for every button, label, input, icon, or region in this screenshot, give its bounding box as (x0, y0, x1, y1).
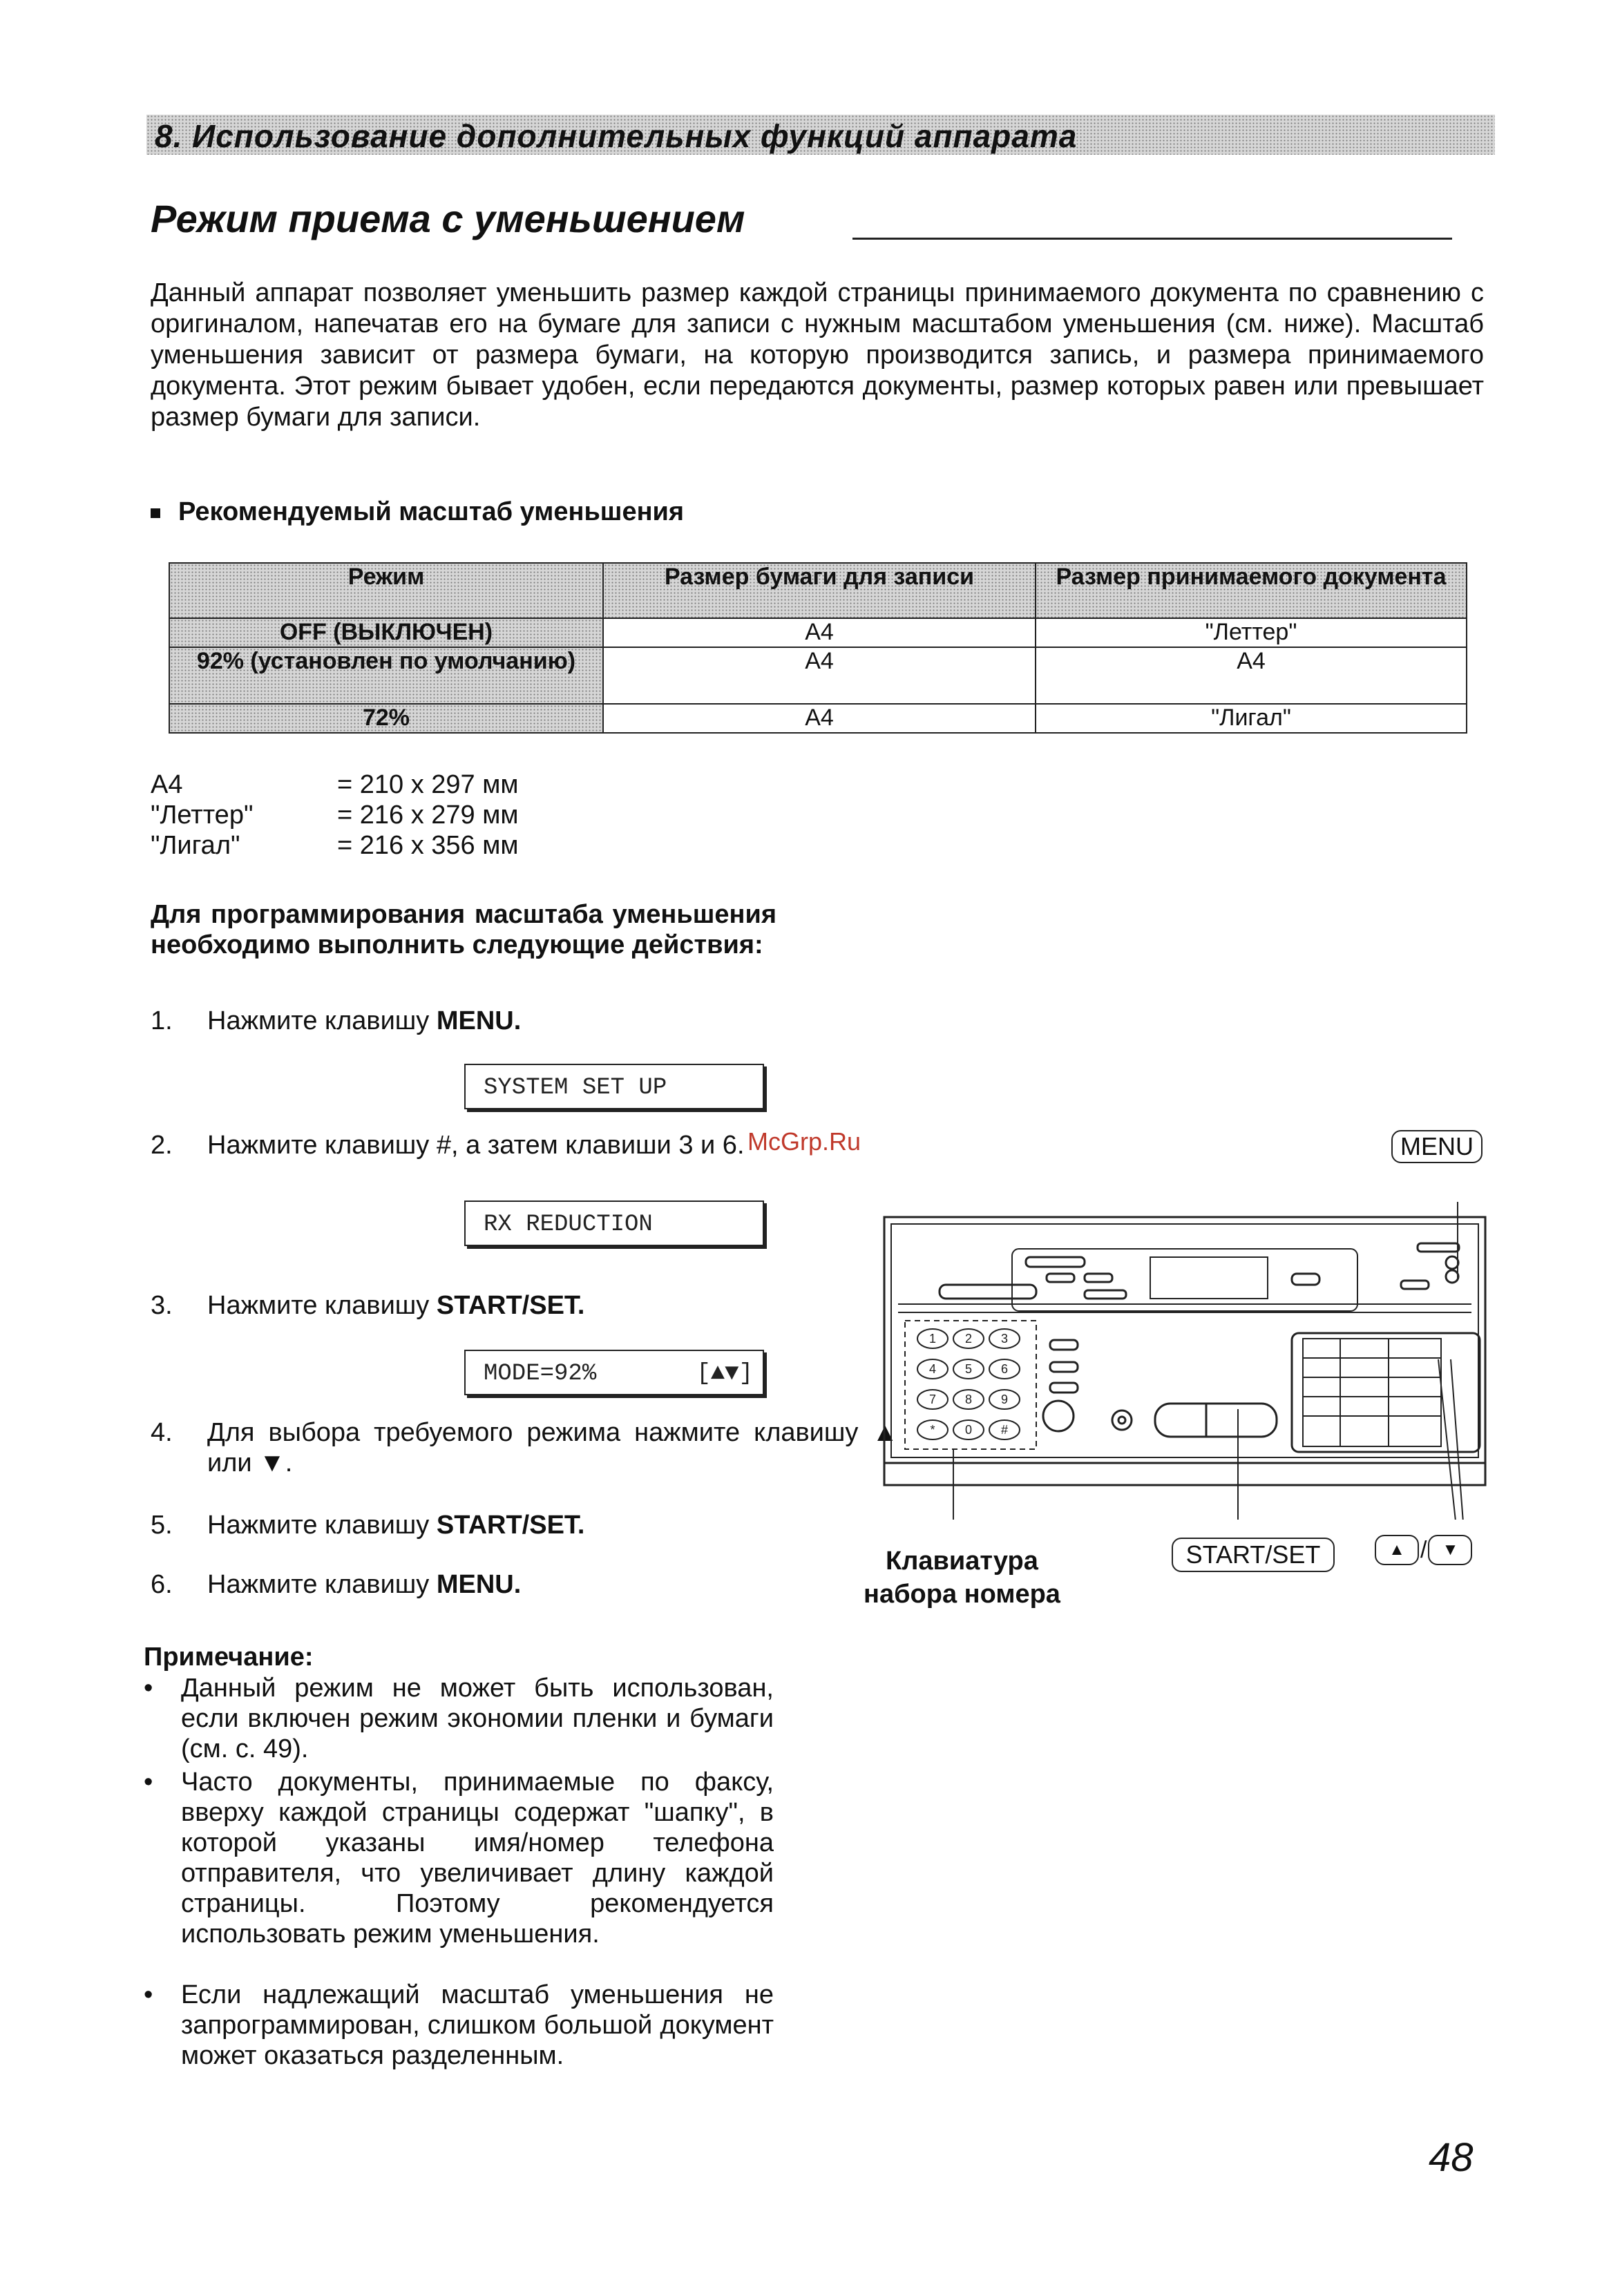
page-title: Режим приема с уменьшением (151, 197, 745, 240)
lcd-display-system-set-up: SYSTEM SET UP (464, 1064, 764, 1109)
size-name: A4 (151, 770, 183, 799)
table-cell: A4 (1036, 647, 1467, 704)
size-row (151, 800, 518, 830)
table-cell: A4 (603, 647, 1036, 704)
programming-heading: Для программирования масштаба уменьшения необходимо выполнить следующие действия: (151, 900, 776, 959)
table-header-cell: Режим (169, 563, 603, 618)
note-text: Если надлежащий масштаб уменьшения не запрограммирован, слишком большой документ может оказаться разделенным. (181, 1980, 774, 2070)
paper-sizes (151, 769, 518, 861)
step-text: Нажмите клавишу (207, 1511, 437, 1540)
step-text: Нажмите клавишу (207, 1570, 437, 1599)
table-cell: "Леттер" (1036, 618, 1467, 647)
table-header-cell: Размер принимаемого документа (1036, 563, 1467, 618)
step-number: 4. (151, 1418, 173, 1447)
step-key: MENU. (436, 1570, 522, 1599)
table-header-cell: Размер бумаги для записи (603, 563, 1036, 618)
bullet-icon: • (144, 1980, 153, 2009)
step-text: Нажмите клавишу (207, 1006, 437, 1035)
table-cell-mode: 92% (установлен по умолчанию) (169, 647, 603, 704)
table-cell-mode: OFF (ВЫКЛЮЧЕН) (169, 618, 603, 647)
intro-paragraph: Данный аппарат позволяет уменьшить размер каждой страницы принимаемого документа по сравнению с оригиналом, напечатав его на бумаге для записи с нужным масштабом уменьшения (см. ниже). Масштаб уменьшения зависит от размера бумаги, на которую производится запись, и размера принимаемого документа. Этот режим бывает удобен, если передаются документы, размер которых равен или превышает размер бумаги для записи. (151, 278, 1484, 432)
keypad-key: 7 (928, 1393, 937, 1406)
size-value: = 216 x 356 мм (337, 831, 519, 860)
watermark: McGrp.Ru (747, 1127, 861, 1156)
size-value: = 210 x 297 мм (337, 770, 519, 799)
size-row (151, 769, 518, 800)
step-number: 5. (151, 1511, 173, 1540)
table-row (169, 647, 1467, 704)
keypad-key: 6 (1000, 1362, 1009, 1376)
sub-heading-text: Рекомендуемый масштаб уменьшения (178, 497, 685, 526)
fax-machine-diagram (877, 1202, 1499, 1520)
reduction-table (169, 562, 1467, 734)
page-number: 48 (1429, 2135, 1474, 2180)
keypad-key: # (1000, 1423, 1009, 1437)
table-header-row (169, 563, 1467, 618)
title-rule (852, 238, 1452, 240)
bullet-icon: • (144, 1768, 153, 1797)
keypad-label-line: Клавиатура (886, 1547, 1038, 1576)
step-number: 3. (151, 1291, 173, 1320)
size-value: = 216 x 279 мм (337, 801, 519, 830)
step-text: Нажмите клавишу #, а затем клавиши 3 и 6. (207, 1131, 745, 1160)
step-text: Для выбора требуемого режима нажмите клавишу ▲ или ▼. (207, 1418, 898, 1477)
keypad-key: 9 (1000, 1393, 1009, 1406)
step-number: 2. (151, 1131, 173, 1160)
square-bullet-icon (151, 508, 160, 518)
section-header-text: 8. Использование дополнительных функций аппарата (155, 118, 1078, 154)
keypad-key: 5 (964, 1362, 973, 1376)
step-key: MENU. (436, 1006, 522, 1035)
arrow-separator: / (1420, 1536, 1427, 1563)
sub-heading (151, 497, 684, 527)
lcd-mode-arrows: [▲▼] (696, 1361, 753, 1387)
table-cell: A4 (603, 704, 1036, 733)
keypad-key: 0 (964, 1423, 973, 1437)
lcd-mode-text: MODE=92% (484, 1361, 597, 1387)
up-arrow-icon: ▲ (1375, 1535, 1419, 1565)
keypad-key: 4 (928, 1362, 937, 1376)
menu-key-label: MENU (1391, 1130, 1483, 1163)
start-set-key-label: START/SET (1172, 1538, 1335, 1572)
step-key: START/SET. (436, 1291, 585, 1320)
note-heading: Примечание: (144, 1643, 314, 1672)
keypad-key: 3 (1000, 1332, 1009, 1346)
size-name: "Лигал" (151, 831, 240, 860)
keypad-key: * (930, 1423, 935, 1437)
lcd-display-mode (464, 1350, 764, 1395)
step-key: START/SET. (436, 1511, 585, 1540)
arrow-keys-label (1375, 1535, 1472, 1565)
table-cell-mode: 72% (169, 704, 603, 733)
step-number: 6. (151, 1570, 173, 1599)
keypad-label-line: набора номера (864, 1580, 1060, 1609)
bullet-icon: • (144, 1674, 153, 1703)
lcd-display-rx-reduction: RX REDUCTION (464, 1200, 764, 1246)
step-number: 1. (151, 1006, 173, 1035)
size-name: "Леттер" (151, 801, 254, 830)
down-arrow-icon: ▼ (1428, 1535, 1472, 1565)
step-text: Нажмите клавишу (207, 1291, 437, 1320)
table-cell: A4 (603, 618, 1036, 647)
table-cell: "Лигал" (1036, 704, 1467, 733)
section-header (146, 115, 1495, 155)
note-text: Данный режим не может быть использован, если включен режим экономии пленки и бумаги (см. с. 49). (181, 1674, 774, 1763)
keypad-label (864, 1544, 1060, 1611)
keypad-key: 8 (964, 1393, 973, 1406)
table-row (169, 618, 1467, 647)
keypad-key: 1 (928, 1332, 937, 1346)
note-text: Часто документы, принимаемые по факсу, вверху каждой страницы содержат "шапку", в которой указаны имя/номер телефона отправителя, что увеличивает длину каждой страницы. Поэтому рекомендуется использовать режим уменьшения. (181, 1768, 774, 1949)
size-row (151, 830, 518, 861)
keypad-key: 2 (964, 1332, 973, 1346)
table-row (169, 704, 1467, 733)
